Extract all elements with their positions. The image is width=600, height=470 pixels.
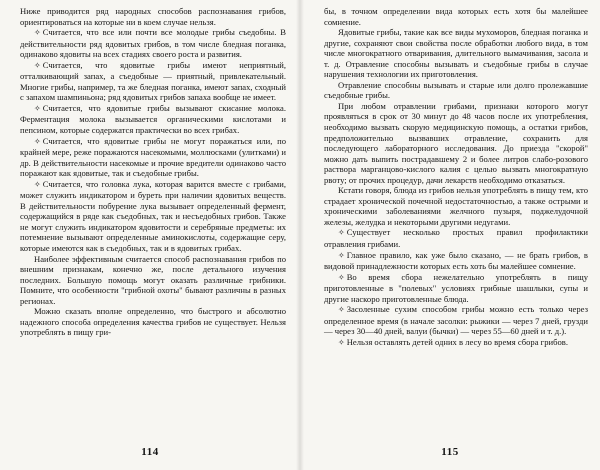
paragraph-text: Считается, что головка лука, которая варится вместе с грибами, может служить индикатором и буреть при наличии ядовитых веществ. В действительности побурение лука вызывает определенный фермент, содержащийся в ряде как съедобных, так и несъедобных грибов. Также не могут служить индикатором ядовитости и серебряные предметы: их потемнение вызывают определенные аминокислоты, содержащие серу, которые имеются как в съедобных, так и в ядовитых грибах. [20, 178, 286, 254]
paragraph-text: Считается, что все или почти все молодые грибы съедобны. В действительности ряд ядовитых грибов, в том числе бледная поганка, одинаково ядовиты на всех стадиях своего роста и развития. [20, 27, 286, 60]
left-page-text [20, 6, 286, 338]
paragraph-text: Наиболее эффективным считается способ распознавания грибов по внешним признакам, конечно же, после детального изучения последних. Большую помощь могут оказать различные грибники. Помните, что особенности "грибной охоты" бывают различны в разных регионах. [20, 253, 286, 306]
diamond-bullet-icon: ✧ [338, 228, 345, 238]
paragraph [324, 27, 588, 80]
paragraph-text: Отравление способны вызывать и старые или долго пролежавшие съедобные грибы. [324, 79, 588, 101]
paragraph-text: Кстати говоря, блюда из грибов нельзя употреблять в пищу тем, кто страдает хронической почечной недостаточностью, а также острыми и хроническими заболеваниями желчного пузыря, поджелудочной железы, желудка и некоторыми другими недугами. [324, 185, 588, 227]
paragraph-text: Нельзя оставлять детей одних в лесу во время сбора грибов. [346, 336, 568, 347]
paragraph [324, 80, 588, 101]
paragraph-text: Засоленные сухим способом грибы можно есть только через определенное время (в начале засолки: рыжики — через 7 дней, грузди — через 30—40 дней, валуи (бычки) — через 55—60 дней и т. д.). [324, 304, 588, 337]
paragraph-text: При любом отравлении грибами, признаки которого могут проявляться в срок от 30 минут до 48 часов после их употребления, необходимо вызвать скорую медицинскую помощь, а остатки грибов, предположительно вызвавших отравление, сохранить для последующего лабораторного исследования. До приезда "скорой" можно дать выпить пострадавшему 2 и более литров слабо-розового раствора марганцово-кислого калия с целью вызвать многократную рвоту; от прочих процедур, дачи лекарств необходимо отказаться. [324, 100, 588, 185]
paragraph [324, 272, 588, 305]
right-page [300, 0, 600, 470]
paragraph-text: Ниже приводится ряд народных способов распознавания грибов, ориентироваться на которые ни в коем случае нельзя. [20, 6, 286, 27]
paragraph [20, 179, 286, 254]
diamond-bullet-icon: ✧ [338, 272, 345, 282]
paragraph [324, 227, 588, 249]
diamond-bullet-icon: ✧ [34, 28, 41, 38]
paragraph [20, 6, 286, 27]
diamond-bullet-icon: ✧ [338, 305, 345, 315]
paragraph [20, 254, 286, 307]
diamond-bullet-icon: ✧ [338, 250, 345, 260]
page-number-right: 115 [441, 446, 459, 458]
paragraph [324, 6, 588, 27]
page-number-left: 114 [141, 446, 159, 458]
paragraph-text: Ядовитые грибы, такие как все виды мухоморов, бледная поганка и другие, сохраняют свои свойства после обработки любого вида, в том числе многократного отваривания, длительного вымачивания, засола и т. д. Отравление способны вызывать и съедобные грибы в случае нарушения технологии их приготовления. [324, 27, 588, 80]
paragraph [324, 337, 588, 349]
right-page-text [324, 6, 588, 349]
diamond-bullet-icon: ✧ [34, 179, 41, 189]
paragraph-text: Считается, что ядовитые грибы вызывают скисание молока. Ферментация молока вызывается органическими кислотами и пепсином, которые содержатся практически во всех грибах. [20, 102, 286, 136]
paragraph [20, 27, 286, 60]
diamond-bullet-icon: ✧ [338, 337, 345, 347]
paragraph [20, 306, 286, 338]
paragraph [324, 185, 588, 227]
paragraph [324, 250, 588, 272]
paragraph [20, 103, 286, 136]
paragraph [20, 60, 286, 103]
paragraph-text: Считается, что ядовитые грибы не могут поражаться или, по крайней мере, реже поражаются насекомыми, моллюсками (улитками) и др. В действительности насекомые и прочие вредители одинаково часто поражают как ядовитые, так и съедобные грибы. [20, 135, 286, 179]
paragraph [324, 304, 588, 337]
paragraph-text: Главное правило, как уже было сказано, — не брать грибов, в видовой принадлежности которых есть хоть бы малейшее сомнение. [324, 249, 588, 272]
paragraph-text: Во время сбора нежелательно употреблять в пищу приготовленные в "полевых" условиях грибные шашлыки, супы и другие наскоро приготовленные блюда. [324, 271, 588, 304]
diamond-bullet-icon: ✧ [34, 103, 41, 113]
paragraph [324, 101, 588, 185]
paragraph-text: Считается, что ядовитые грибы имеют неприятный, отталкивающий запах, а съедобные — приятный, привлекательный. Многие грибы, например, та же бледная поганка, имеют запах, сходный с запахом шампиньона; ряд ядовитых грибов запаха вообще не имеет. [20, 59, 286, 103]
paragraph-text: Можно сказать вполне определенно, что быстрого и абсолютно надежного способа определения качества грибов не существует. Нельзя употреблять в пищу гри- [20, 306, 286, 338]
diamond-bullet-icon: ✧ [34, 136, 41, 146]
diamond-bullet-icon: ✧ [34, 60, 41, 70]
paragraph-text: Существует несколько простых правил профилактики отравления грибами. [324, 227, 588, 250]
paragraph [20, 136, 286, 179]
paragraph-text: бы, в точном определении вида которых есть хотя бы малейшее сомнение. [324, 6, 588, 27]
